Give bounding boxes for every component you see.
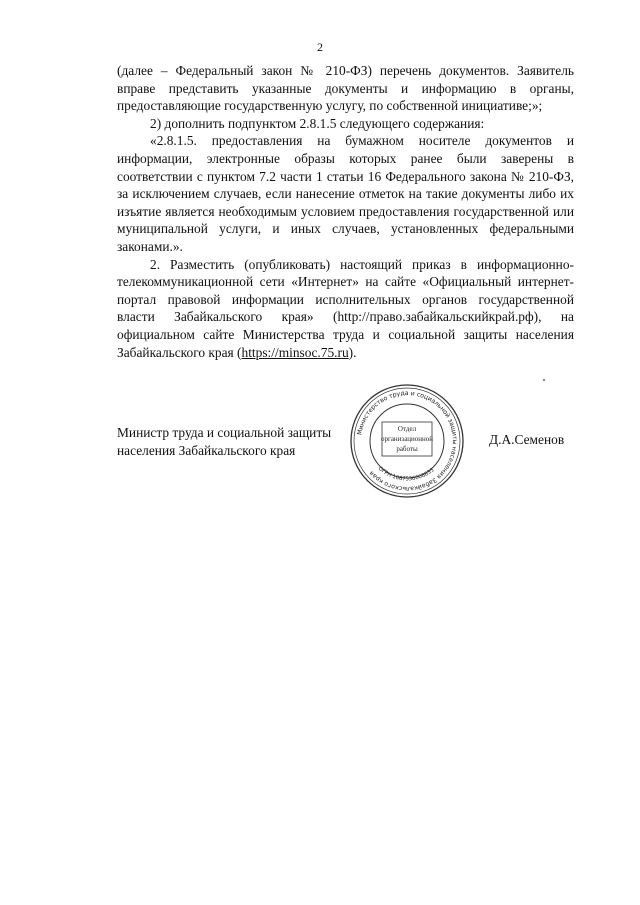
paragraph-item-2: 2) дополнить подпунктом 2.8.1.5 следующего содержания: [150,115,485,131]
minsoc-link[interactable]: https://minsoc.75.ru [241,344,349,360]
stamp-center-line-3: работы [396,445,418,453]
stamp-ring-text: Министерство труда и социальной защиты населения Забайкальского края [356,389,459,493]
stamp-ogrn-text: ОГРН 1087536008835 [376,465,436,483]
signer-position [117,424,331,459]
signer-position-line-2: населения Забайкальского края [117,442,296,458]
paragraph-publication [117,256,574,362]
paragraph-continuation: (далее – Федеральный закон № 210-ФЗ) перечень документов. Заявитель вправе представить указанные документы и информацию в органы, предоставляющие государственную услугу, по собственной инициативе;»; [117,63,574,114]
signer-position-line-1: Министр труда и социальной защиты [117,425,332,440]
page-number: 2 [317,40,323,54]
publication-text-end: ). [348,344,357,360]
publication-text: 2. Разместить (опубликовать) настоящий приказ в информационно-телекоммуникационной сети «Интернет» на сайте «Официальный интернет-портал правовой информации исполнительных органов государственной власти Забайкальского края» (http://право.забайкальскийкрай.рф), на официальном сайте Министерства труда и социальной защиты населения Забайкальского края ( [117,256,574,360]
stamp-center-line-1: Отдел [397,425,417,433]
signer-name: Д.А.Семенов [489,432,565,447]
paragraph-subpoint-2-8-1-5: «2.8.1.5. предоставления на бумажном носителе документов и информации, электронные образы которых ранее были заверены в соответствии с пунктом 7.2 части 1 статьи 16 Федерального закона № 210-ФЗ, за исключением случаев, если нанесение отметок на такие документы либо их изъятие является необходимым условием предоставления государственной или муниципальной услуги, и иных случаев, установленных федеральными законами.». [117,133,574,254]
stamp-graphic [348,382,466,500]
document-body [117,62,574,361]
speck-mark [543,379,545,381]
official-stamp [348,382,466,500]
stamp-center-line-2: организационной [380,435,434,443]
